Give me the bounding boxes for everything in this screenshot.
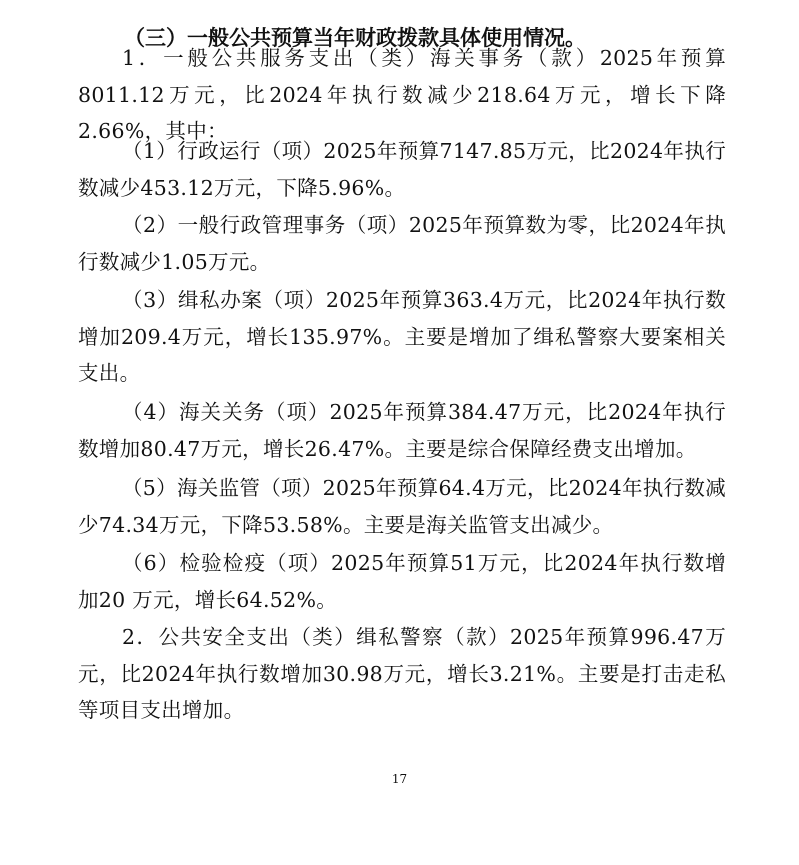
paragraph-general-administrative-affairs: （2）一般行政管理事务（项）2025年预算数为零，比2024年执行数减少1.05万元。 bbox=[78, 213, 726, 274]
paragraph-anti-smuggling-cases: （3）缉私办案（项）2025年预算363.4万元，比2024年执行数增加209.4万元，增长135.97%。主要是增加了缉私警察大要案相关支出。 bbox=[78, 288, 726, 385]
paragraph-customs-affairs: （4）海关关务（项）2025年预算384.47万元，比2024年执行数增加80.47万元，增长26.47%。主要是综合保障经费支出增加。 bbox=[78, 400, 726, 461]
paragraph-general-public-services: 1．一般公共服务支出（类）海关事务（款）2025年预算8011.12万元，比2024年执行数减少218.64万元，增长下降2.66%，其中： bbox=[78, 46, 726, 143]
section-heading: （三）一般公共预算当年财政拨款具体使用情况。 bbox=[124, 25, 586, 50]
page-number: 17 bbox=[391, 772, 408, 786]
paragraph-administrative-operation: （1）行政运行（项）2025年预算7147.85万元，比2024年执行数减少453.12万元，下降5.96%。 bbox=[78, 139, 726, 200]
paragraph-inspection-quarantine: （6）检验检疫（项）2025年预算51万元，比2024年执行数增加20 万元，增长64.52%。 bbox=[78, 551, 726, 612]
paragraph-public-security: 2．公共安全支出（类）缉私警察（款）2025年预算996.47万元，比2024年执行数增加30.98万元，增长3.21%。主要是打击走私等项目支出增加。 bbox=[78, 625, 726, 722]
paragraph-customs-supervision: （5）海关监管（项）2025年预算64.4万元，比2024年执行数减少74.34万元，下降53.58%。主要是海关监管支出减少。 bbox=[78, 476, 726, 537]
